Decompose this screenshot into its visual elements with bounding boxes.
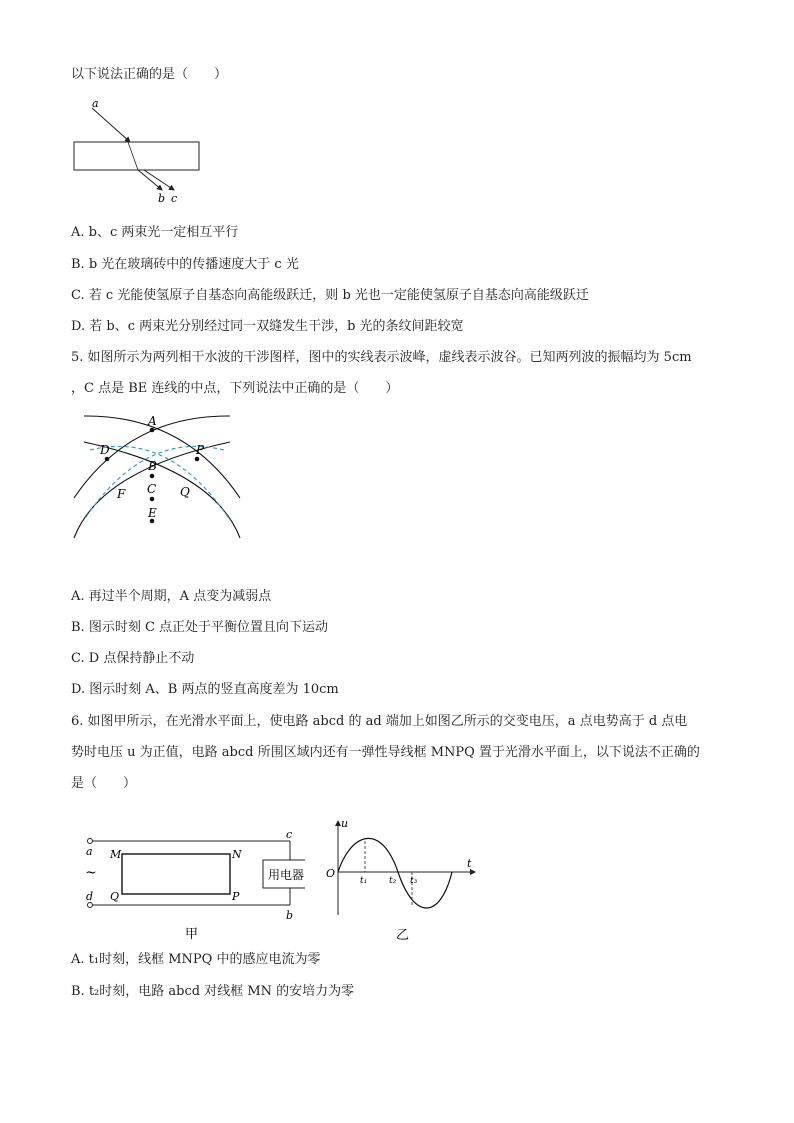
q6-stem-line2: 势时电压 u 为正值，电路 abcd 所围区域内还有一弹性导线框 MNPQ 置于光滑水平面上，以下说法不正确的	[71, 745, 700, 760]
q5-option-a: A. 再过半个周期，A 点变为减弱点	[71, 589, 272, 604]
q6-option-a: A. t₁时刻，线框 MNPQ 中的感应电流为零	[71, 952, 321, 967]
label-E: E	[148, 506, 157, 520]
q6-voltage-graph	[320, 815, 480, 945]
label-a: a	[92, 98, 99, 110]
point-A	[150, 428, 155, 433]
q5-option-d: D. 图示时刻 A、B 两点的竖直高度差为 10cm	[71, 682, 339, 697]
q6-stem-line3: 是（ ）	[71, 776, 137, 791]
wire-frame-MNPQ	[122, 854, 230, 894]
q4-option-d: D. 若 b、c 两束光分别经过同一双缝发生干涉，b 光的条纹间距较宽	[71, 319, 464, 334]
label-b-circuit: b	[286, 909, 294, 922]
terminal-a	[88, 839, 93, 844]
q5-option-b: B. 图示时刻 C 点正处于平衡位置且向下运动	[71, 620, 329, 635]
q5-stem-line2: ，C 点是 BE 连线的中点，下列说法中正确的是（ ）	[71, 381, 399, 396]
label-u: u	[341, 817, 349, 830]
q4-option-b: B. b 光在玻璃砖中的传播速度大于 c 光	[71, 257, 299, 272]
label-t: t	[467, 857, 472, 870]
point-C	[150, 497, 155, 502]
label-a-circuit: a	[86, 845, 93, 858]
q4-glass-slab-figure	[70, 98, 205, 208]
q5-stem-line1: 5. 如图所示为两列相干水波的干涉图样，图中的实线表示波峰，虚线表示波谷。已知两列波的振幅均为 5cm	[71, 350, 692, 365]
q5-interference-figure	[70, 410, 245, 545]
point-P	[195, 457, 200, 462]
label-N: N	[232, 848, 242, 861]
q6-stem-line1: 6. 如图甲所示，在光滑水平面上，使电路 abcd 的 ad 端加上如图乙所示的交变电压，a 点电势高于 d 点电	[71, 714, 688, 729]
q4-option-a: A. b、c 两束光一定相互平行	[71, 225, 239, 240]
label-t3: t₃	[410, 876, 418, 886]
point-D	[105, 457, 110, 462]
label-Q-circuit: Q	[110, 890, 120, 903]
label-P: P	[196, 443, 205, 457]
label-t2: t₂	[389, 876, 397, 886]
incident-ray-a	[92, 108, 130, 142]
q4-stem: 以下说法正确的是（ ）	[71, 67, 228, 82]
terminal-d	[88, 903, 93, 908]
label-A: A	[148, 414, 157, 428]
device-label: 用电器	[268, 868, 305, 882]
caption-yi: 乙	[396, 928, 410, 943]
label-d-circuit: d	[86, 890, 94, 903]
label-b: b	[158, 192, 166, 205]
label-P-circuit: P	[232, 890, 240, 903]
label-C: C	[147, 482, 157, 496]
label-D: D	[100, 443, 110, 457]
label-O: O	[326, 867, 336, 880]
label-t1: t₁	[360, 876, 368, 886]
trough-arc-1	[90, 446, 230, 520]
q6-circuit-figure	[80, 830, 305, 945]
voltage-sine-curve	[338, 838, 452, 908]
q5-option-c: C. D 点保持静止不动	[71, 651, 195, 666]
point-B	[150, 474, 155, 479]
caption-jia: 甲	[185, 927, 199, 942]
q4-option-c: C. 若 c 光能使氢原子自基态向高能级跃迁，则 b 光也一定能使氢原子自基态向高能级跃迁	[71, 288, 589, 303]
label-M: M	[110, 848, 122, 861]
label-Q: Q	[180, 485, 190, 499]
label-B: B	[148, 459, 157, 473]
label-F: F	[117, 487, 126, 501]
q6-option-b: B. t₂时刻，电路 abcd 对线框 MN 的安培力为零	[71, 984, 355, 999]
label-c: c	[171, 192, 178, 205]
label-c-circuit: c	[286, 830, 293, 841]
ac-source-symbol: ~	[85, 865, 97, 881]
